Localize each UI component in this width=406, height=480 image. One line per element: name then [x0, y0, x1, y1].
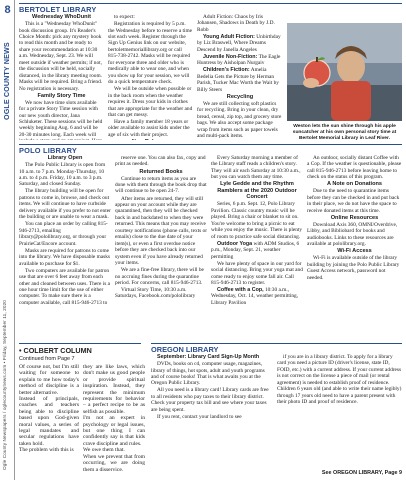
lead-in: Young Adult Fiction:: [203, 33, 255, 40]
lead-in: September: Library Card Sign-Up Month: [157, 354, 260, 360]
bertolet-col-2: [108, 14, 193, 140]
paragraph: [197, 67, 283, 93]
bertolet-heading: BERTOLET LIBRARY: [19, 3, 402, 14]
oregon-columns: [151, 354, 402, 468]
paragraph: An outdoor, socially distant Coffee with a Cop. If the weather is questionable, please call 815-946-2713 before leaving home to check on the status of this program.: [307, 155, 402, 181]
paragraph: Continue to return items as you are done with them through the book drop that will continue to be open 24-7.: [115, 175, 207, 195]
paragraph: reserve one. You can also fax, copy and print as needed.: [115, 155, 206, 168]
paragraph: Download Axis 360, OMNI/Overdrive, Libby, and Bibliobard for books and audiobooks. Links to these resources are available at pololibrary.org.: [307, 221, 398, 248]
paragraph-text: with ADM Studios, 6 p.m., Monday, Sept. 21, weather permitting: [211, 240, 300, 260]
paragraph: We are still collecting soft plastics for recycling. Bring in your clean, dry bread, cereal, zip top, and grocery store bags. We also accept some package wrap from items such as paper towels and multi-pack items.: [197, 100, 282, 140]
colbert-col-1: [19, 364, 79, 476]
source-vertical: Ogle County Newspapers / oglecountynews.com • Friday, September 11, 2020: [2, 300, 7, 470]
column-text: they are like laws, which don't make us good people or provide spiritual inspiration. Instead, they represent the minimum requirements for behavior – a perfect recipe to be as selfish as possible. I'm not an expert in psychology or legal issues, but one thing I can confidently say is that kids crave discipline and rules. We owe them that. When we prevent that from occurring, we are doing them a disservice.: [83, 364, 145, 473]
bertolet-col-3: [197, 14, 283, 140]
paragraph: If you rent, contact your landlord to see: [157, 413, 242, 420]
polo-col-3: [211, 155, 303, 338]
lead-in: Outdoor Yoga: [217, 240, 253, 247]
colbert-continued: Continued from Page 7: [19, 356, 75, 362]
colbert-columns: [19, 364, 145, 476]
subheading: Wednesday WhoDunit: [32, 14, 91, 20]
paragraph: Virtual Story Time, 10:30 a.m. Saturdays, Facebook.com/pololibrary: [115, 287, 196, 300]
paragraph: The Polo Public Library is open from 10 a.m. to 7 p.m. Monday-Thursday, 10 a.m. to 4 p.m. Friday, 10 a.m. to 3 p.m. Saturday, and closed Sunday.: [19, 162, 106, 188]
paragraph: [211, 287, 303, 306]
subheading: A Note on Donations: [326, 181, 383, 188]
subheading: Online Resources: [330, 214, 379, 221]
subheading: Wi-Fi Access: [337, 248, 372, 255]
paragraph: Have a family member 18 years or older available to assist kids under the age of six with their project.: [108, 119, 190, 138]
polo-heading: POLO LIBRARY: [19, 144, 402, 155]
paragraph: After items are returned, they will still appear on your account while they are quarantined, then they will be checked back in and backdated to when they were returned. This means that you may receive courtesy notifications (phone calls, texts or emails) close to the due date of your item(s), or even a first overdue notice before they are checked back into our system even if you have already returned your items.: [115, 195, 207, 267]
lead-in: Juvenile Non-Fiction:: [203, 53, 258, 60]
paragraph: We will be outside when possible or in the back room when the weather requires it. Dress your kids in clothes that are appropriate for the weather and that can get messy.: [108, 86, 193, 118]
paragraph: The library building will be open for patrons to come in, browse, and check out items. We will continue to have curbside delivery available if you prefer to not enter the building or are unable to wear a mask.: [19, 188, 111, 221]
paragraph: All you need is a library card! Library cards are free to all residents who pay taxes to their library district. Check your property tax bill and see where your taxes are being spent.: [151, 387, 269, 413]
column-text: Of course not, but I'm still waiting for someone to explain to me how today's method of discipline is a better alternative. Instead of principals, coaches and teachers being able to discipline based upon God-given moral values, a series of legal mandates and secular regulations have taken hold. The problem with this is: [19, 364, 79, 454]
subheading: Lyle Gedde and the Rhythm Ramblers at the 2020 Outdoor Concert: [217, 181, 297, 201]
paragraph: [197, 34, 283, 53]
paragraph: Due to the need to quarantine items before they can be checked in and put back in their place, we do not have the space to receive donated items at this time.: [307, 188, 400, 214]
bertolet-col-1: [19, 14, 104, 140]
oregon-continued-link[interactable]: See OREGON LIBRARY, Page 9: [321, 470, 402, 476]
subheading: Recycling: [226, 93, 254, 100]
masthead-vertical: OGLE COUNTY NEWS: [2, 42, 11, 120]
subheading: Returned Books: [139, 168, 183, 175]
paragraph: [211, 241, 303, 260]
colbert-col-2: [83, 364, 145, 476]
paragraph: to expect:: [114, 14, 135, 20]
paragraph: Registration is required by 5 p.m. the Wednesday before to reserve a time slot each week. Register through the Sign Up Genius link on our website, bertoletmemoriallibrary.org or call 815-738-2742. Masks will be required for everyone three and older who is medically able to wear one, and when you show up for your session, we will do a quick temperature check.: [108, 21, 193, 86]
bertolet-section: [19, 3, 402, 14]
paragraph-text: The Eagle Huntress by Aisholpan Nurgaiv: [197, 53, 281, 67]
polo-columns: [19, 155, 402, 338]
lead-in: Coffee with a Cop,: [217, 287, 264, 294]
oregon-heading: OREGON LIBRARY: [151, 343, 402, 354]
paragraph: We now have time slots available for a private Story Time session with our new youth director, Jana Schluketer. These sessions will be held weekly beginning Aug. 6 and will be 20-30 minutes long. Each week will: [19, 99, 103, 138]
oregon-col-2: [277, 354, 402, 468]
subheading: [108, 139, 193, 140]
paragraph-text: Unbirthday by Liz Braswell, Where Dreams Descend by Janella Angeles: [197, 33, 281, 53]
paragraph: if you are in a library district. To apply for a library card you need a picture ID (driver's license, state ID, FOID, etc.) with a current address. If your current address is not correct on the license a piece of mail (or rental agreement) is needed to establish proof of residence. Children 6 years old (and able to write their name legibly) through 17 years old need to have a parent present with their photo ID and proof of residence.: [277, 354, 402, 406]
paragraph: [197, 54, 283, 67]
oregon-col-1: [151, 354, 272, 468]
paragraph: Series, 6 p.m. Sept. 12, Polo Library Pavilion. Classic country music will be played. Bring a chair or blanket to sit on. You're welcome to bring a picnic to eat while you enjoy the music. There is plenty of room to practice safe social distancing.: [211, 201, 303, 240]
paragraph: Adult Fiction: Chaos by Iris Johansen, Shadows in Death by J.D. Robb: [197, 14, 275, 33]
polo-col-4: [307, 155, 402, 338]
paragraph: We have plenty of space in our yard for social distancing. Bring your yoga mat and come ready to enjoy some fall air. Call 815-946-2713 to register.: [211, 260, 303, 286]
paragraph: Every Saturday morning a member of the Library staff reads a children's story. They will air each Saturday at 10:30 a.m., but you can watch them any time.: [211, 155, 301, 181]
paragraph: You can place an order by calling 815-946-2713, emailing library@pololibrary.org, or through your PrairieCat/Encore account.: [19, 221, 108, 247]
paragraph: This is a "Wednesday WhoDunit" book discussion group. It's Reader's Choice Month: pick any mystery book to read this month and be ready to share your recommendation at 10:30 a.m. Wednesday, Sept. 23. We will meet outside if weather permits; if not, the discussion will be held, socially distanced, in the library meeting room. Masks will be required. Bring a friend. No registration is necessary.: [19, 21, 103, 92]
paragraph: We are a fine-free library, there will be no accruing fines during the quarantine period. For concerns, call 815-946-2713.: [115, 267, 204, 286]
subheading: Family Story Time: [37, 92, 86, 99]
photo-caption: Weston lets the sun shine through his apple suncatcher at his own personal story time at Bertolet Memorial Library in Leaf River.: [292, 124, 397, 141]
paragraph: DVDs, books on cd, computer usage, magazines, library of things, hot spots, adult and youth programs and of course books! That is what awaits you at the Oregon Public Library.: [151, 361, 265, 387]
polo-col-2: [115, 155, 207, 338]
photo-illustration: [287, 23, 402, 121]
paragraph-text: Amelia Bedelia Gets the Picture by Herman Parish, Tucker Mac Worth the Wait by Billy Steers: [197, 67, 279, 93]
paragraph: Wi-Fi is available outside of the library building by joining the Polo Public Library Guest Access network, password not needed.: [307, 255, 400, 281]
paragraph: Masks are required for patrons to come into the library. We have disposable masks available to purchase for $1.: [19, 247, 110, 267]
page-number: 8: [4, 4, 11, 16]
colbert-heading: • COLBERT COLUMN: [19, 343, 141, 355]
paragraph: [151, 354, 272, 360]
polo-section: [19, 144, 402, 155]
polo-col-1: [19, 155, 111, 338]
paragraph: Two computers are available for patron use that are over 6 feet away from each other and cleaned between uses. There is a one hour time limit for the use of either computer. To make sure there is a computer available, call 815-946-2713 to: [19, 267, 111, 306]
subheading: Library Open: [47, 155, 83, 161]
lead-in: Children's Fiction:: [203, 67, 250, 74]
paragraph-text: 10:30 a.m., Wednesday, Oct. 14, weather permitting, Library Pavilion: [211, 287, 299, 306]
story-time-photo: [287, 23, 402, 121]
bertolet-columns: [19, 14, 283, 140]
